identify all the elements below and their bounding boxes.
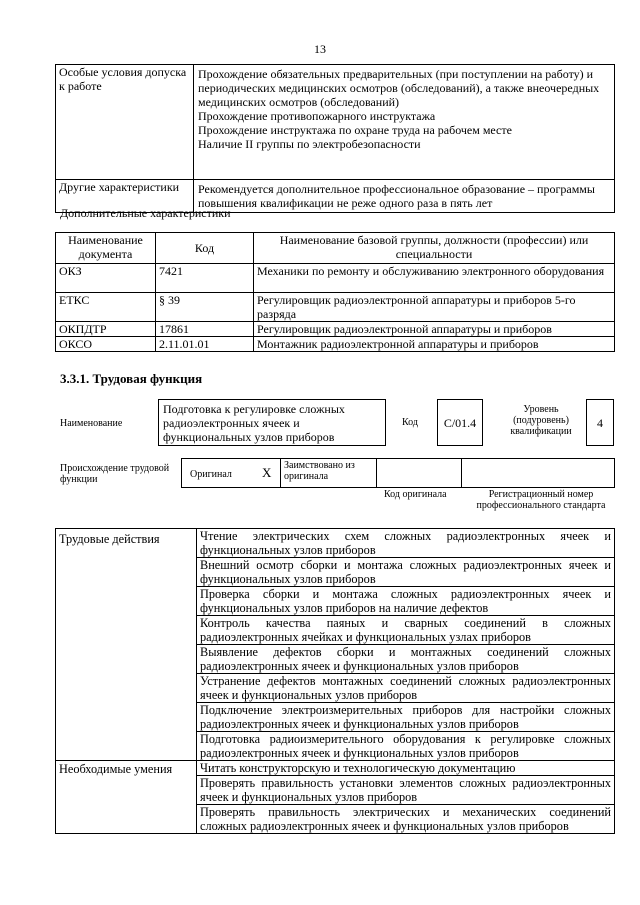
table-row (56, 293, 615, 322)
text-line: Прохождение инструктажа по охране труда на рабочем месте (198, 123, 512, 137)
row-label: Другие характеристики (56, 180, 194, 213)
row-content (194, 180, 615, 213)
doc-cell: ОКСО (56, 337, 156, 352)
name-cell: Регулировщик радиоэлектронной аппаратуры и приборов 5-го разряда (254, 293, 615, 322)
row-label: Трудовые действия (56, 529, 197, 761)
origin-label: Происхождение трудовой функции (60, 463, 170, 485)
name-cell: Регулировщик радиоэлектронной аппаратуры и приборов (254, 322, 615, 337)
list-item: Контроль качества паяных и сварных соединений в сложных радиоэлектронных ячейках и функциональных узлах приборов (197, 616, 615, 645)
text-line: Прохождение противопожарного инструктажа (198, 109, 436, 123)
function-name-box (158, 399, 386, 446)
page-number: 13 (314, 42, 326, 56)
origin-divider (280, 458, 281, 488)
list-item: Проверять правильность электрических и механических соединений сложных радиоэлектронных ячеек и функциональных узлов приборов (197, 805, 615, 834)
original-label: Оригинал (190, 469, 232, 480)
name-cell: Монтажник радиоэлектронной аппаратуры и приборов (254, 337, 615, 352)
list-item: Выявление дефектов сборки и монтажных соединений сложных радиоэлектронных ячеек и функциональных узлов приборов (197, 645, 615, 674)
table-row (56, 761, 615, 776)
level-value: 4 (597, 416, 603, 430)
name-cell: Механики по ремонту и обслуживанию электронного оборудования (254, 264, 615, 293)
table-row (56, 65, 615, 180)
list-item: Подключение электроизмерительных приборов для настройки сложных радиоэлектронных ячеек и функциональных узлов приборов (197, 703, 615, 732)
text-line: Наличие II группы по электробезопасности (198, 137, 421, 151)
list-item: Подготовка радиоизмерительного оборудования к регулировке сложных радиоэлектронных ячеек и функциональных узлов приборов (197, 732, 615, 761)
doc-cell: ОКПДТР (56, 322, 156, 337)
origin-divider (376, 458, 377, 488)
doc-cell: ЕТКС (56, 293, 156, 322)
list-item: Проверка сборки и монтажа сложных радиоэлектронных ячеек и функциональных узлов приборов на наличие дефектов (197, 587, 615, 616)
code-cell: 7421 (156, 264, 254, 293)
list-item: Проверять правильность установки элементов сложных радиоэлектронных ячеек и функциональных узлов приборов (197, 776, 615, 805)
origin-row (181, 458, 615, 488)
name-label: Наименование (60, 418, 123, 429)
header-cell: Наименование документа (56, 233, 156, 264)
header-cell: Код (156, 233, 254, 264)
additional-table (55, 232, 615, 352)
function-name: Подготовка к регулировке сложных радиоэлектронных ячеек и функциональных узлов приборов (163, 402, 345, 444)
original-mark: X (262, 465, 272, 480)
code-cell: 17861 (156, 322, 254, 337)
doc-cell: ОКЗ (56, 264, 156, 293)
actions-table (55, 528, 615, 834)
origin-divider (461, 458, 462, 488)
section-subtitle: Дополнительные характеристики (60, 206, 231, 220)
section-title: 3.3.1. Трудовая функция (60, 371, 203, 386)
row-label: Необходимые умения (56, 761, 197, 834)
level-label: Уровень (подуровень) квалификации (510, 404, 572, 437)
conditions-table (55, 64, 615, 213)
table-header-row (56, 233, 615, 264)
borrowed-label: Заимствовано из оригинала (284, 460, 355, 482)
row-label: Особые условия допуска к работе (56, 65, 194, 180)
row-content (194, 65, 615, 180)
text-line: Прохождение обязательных предварительных (при поступлении на работу) и периодических медицинских осмотров (обследований), а также внеочередных медицинских осмотров (обследований) (198, 67, 600, 109)
code-cell: § 39 (156, 293, 254, 322)
table-row (56, 322, 615, 337)
header-cell: Наименование базовой группы, должности (профессии) или специальности (254, 233, 615, 264)
list-item: Читать конструкторскую и технологическую документацию (197, 761, 615, 776)
registration-number-label: Регистрационный номер профессионального стандарта (476, 489, 606, 511)
list-item: Внешний осмотр сборки и монтажа сложных радиоэлектронных ячеек и функциональных узлов приборов (197, 558, 615, 587)
function-code: C/01.4 (443, 416, 477, 430)
table-row (56, 337, 615, 352)
text-line: Рекомендуется дополнительное профессиональное образование – программы повышения квалификации не реже одного раза в пять лет (198, 182, 595, 210)
table-row (56, 529, 615, 558)
original-code-label: Код оригинала (384, 489, 447, 500)
code-label: Код (402, 417, 418, 428)
function-code-box (437, 399, 483, 446)
list-item: Устранение дефектов монтажных соединений сложных радиоэлектронных ячеек и функциональных узлов приборов (197, 674, 615, 703)
list-item: Чтение электрических схем сложных радиоэлектронных ячеек и функциональных узлов приборов (197, 529, 615, 558)
level-box (586, 399, 614, 446)
code-cell: 2.11.01.01 (156, 337, 254, 352)
table-row (56, 264, 615, 293)
